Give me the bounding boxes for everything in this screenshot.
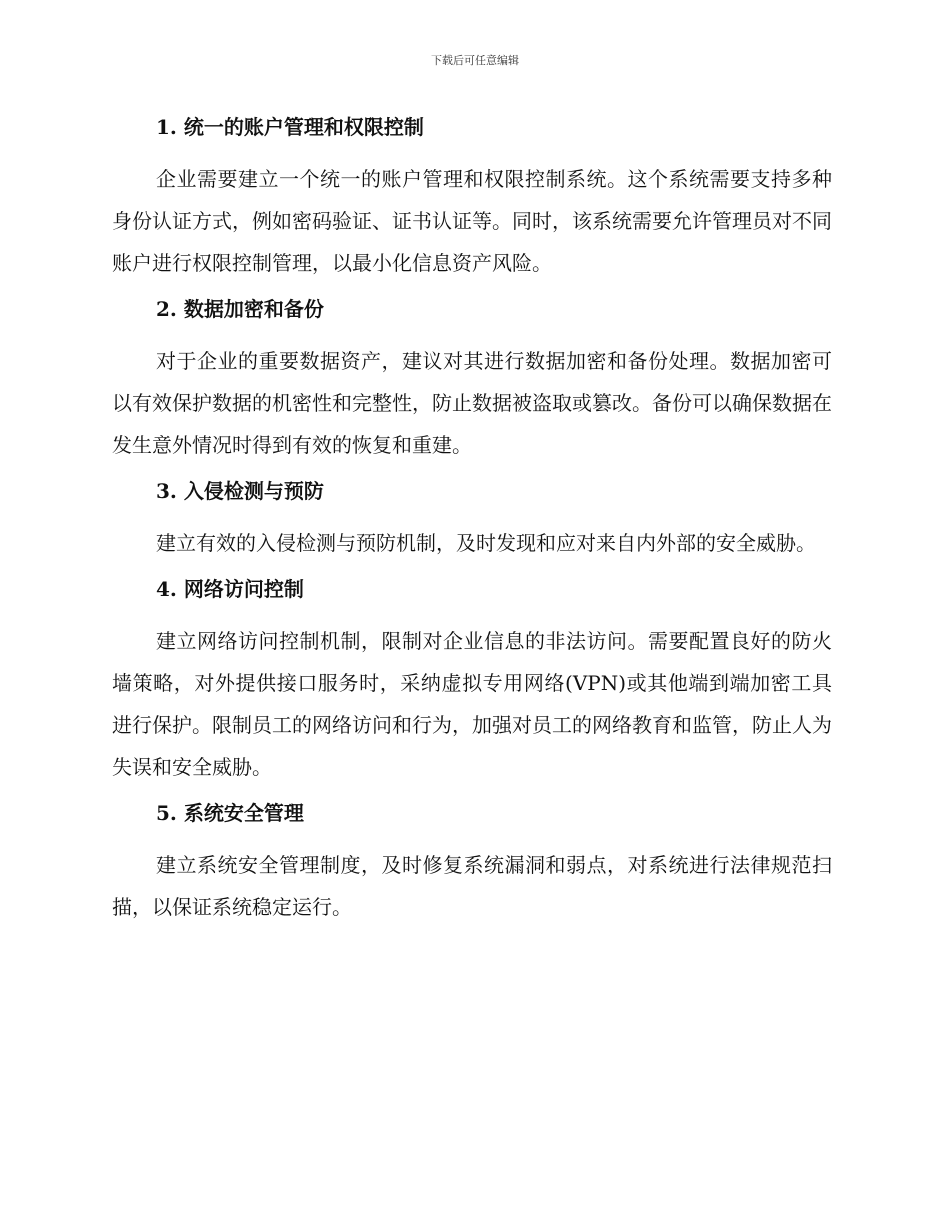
section-heading: 5. 系统安全管理 (156, 801, 304, 825)
section-heading: 2. 数据加密和备份 (156, 297, 324, 321)
section-network-access (112, 572, 832, 788)
section-intrusion-detection (112, 474, 832, 564)
document-content (112, 110, 832, 936)
section-paragraph: 建立有效的入侵检测与预防机制，及时发现和应对来自内外部的安全威胁。 (156, 531, 816, 555)
section-heading: 3. 入侵检测与预防 (156, 479, 324, 503)
section-paragraph: 建立网络访问控制机制，限制对企业信息的非法访问。需要配置良好的防火墙策略，对外提供接口服务时，采纳虚拟专用网络(VPN)或其他端到端加密工具进行保护。限制员工的网络访问和行为，加强对员工的网络教育和监管，防止人为失误和安全威胁。 (112, 629, 832, 779)
section-heading: 4. 网络访问控制 (156, 577, 304, 601)
section-data-encryption (112, 292, 832, 466)
section-paragraph: 企业需要建立一个统一的账户管理和权限控制系统。这个系统需要支持多种身份认证方式，例如密码验证、证书认证等。同时，该系统需要允许管理员对不同账户进行权限控制管理，以最小化信息资产风险。 (112, 167, 832, 275)
section-account-management (112, 110, 832, 284)
section-paragraph: 对于企业的重要数据资产，建议对其进行数据加密和备份处理。数据加密可以有效保护数据的机密性和完整性，防止数据被盗取或篡改。备份可以确保数据在发生意外情况时得到有效的恢复和重建。 (112, 349, 832, 457)
page-header: 下载后可任意编辑 (431, 54, 519, 67)
section-system-security (112, 796, 832, 928)
section-heading: 1. 统一的账户管理和权限控制 (156, 115, 424, 139)
section-paragraph: 建立系统安全管理制度，及时修复系统漏洞和弱点，对系统进行法律规范扫描，以保证系统稳定运行。 (112, 853, 832, 919)
